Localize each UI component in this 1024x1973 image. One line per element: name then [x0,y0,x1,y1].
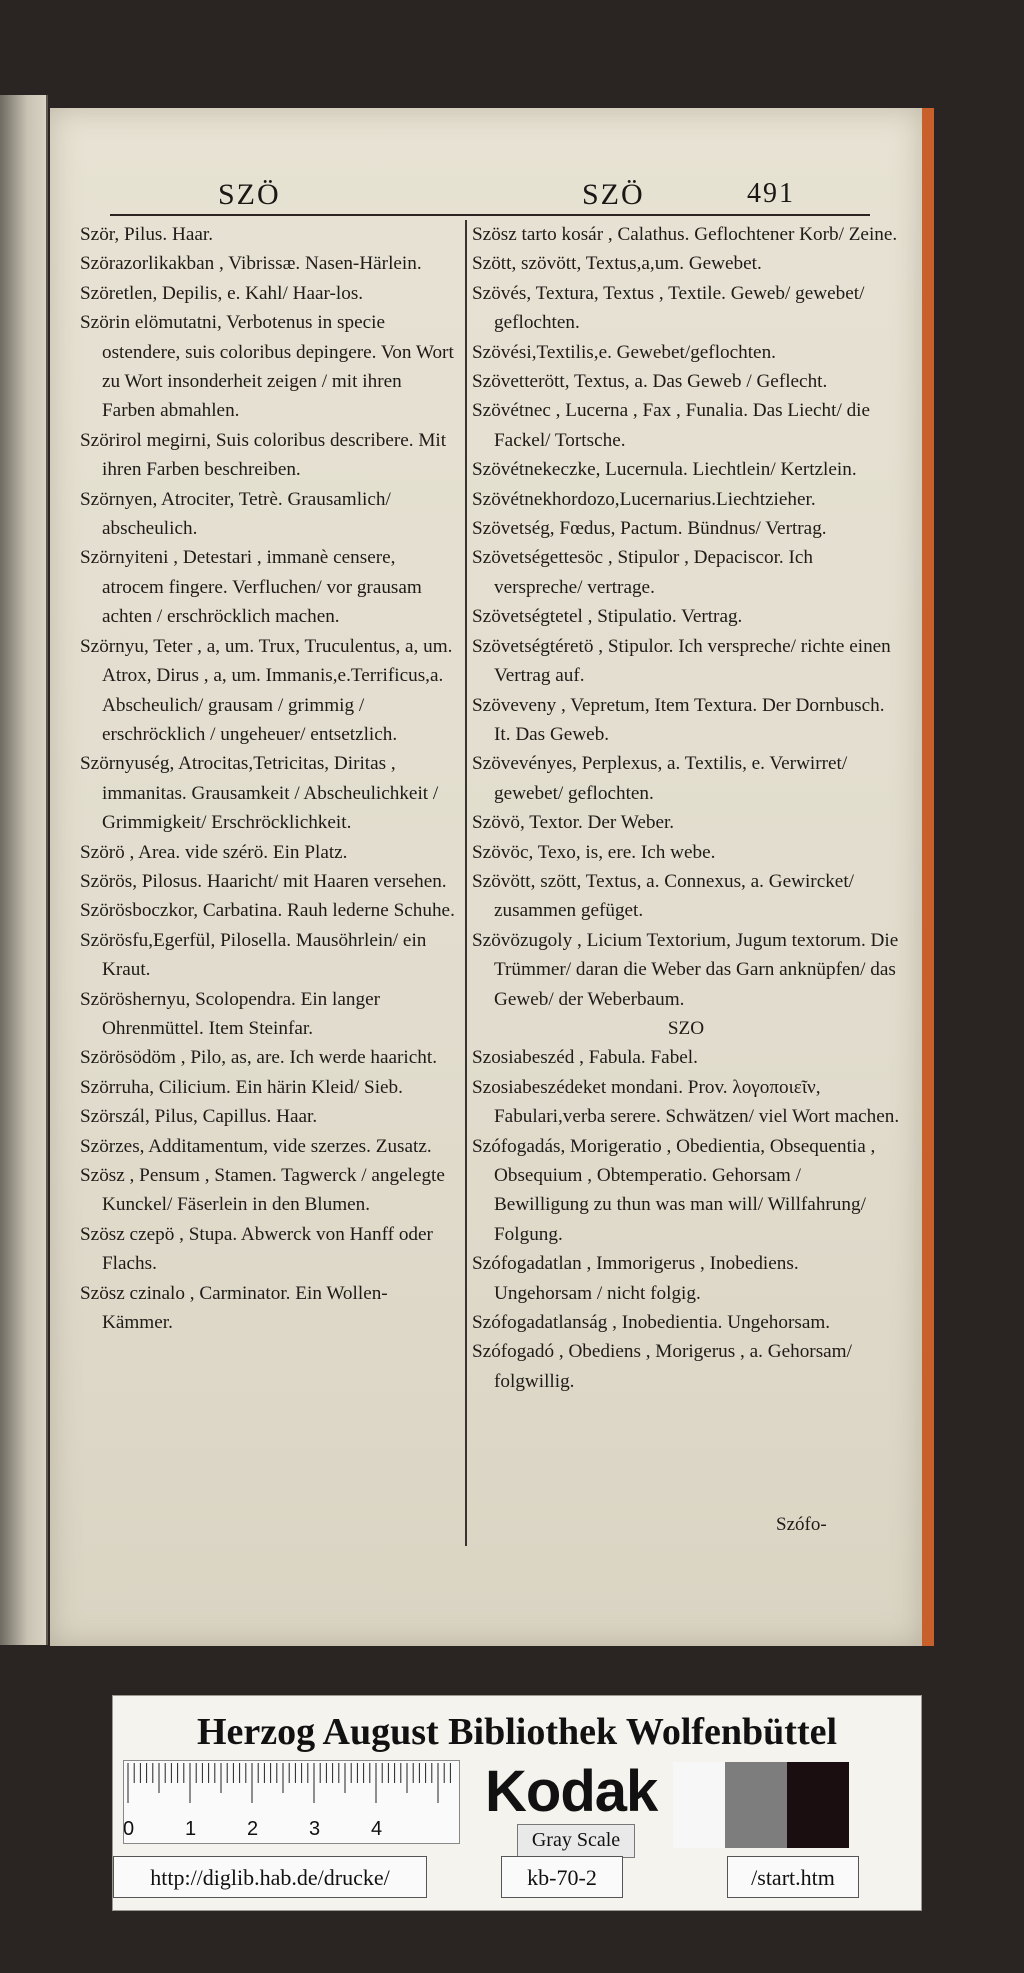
dictionary-entry: Szörös, Pilosus. Haaricht/ mit Haaren versehen. [80,870,447,892]
dictionary-entry: Szöveveny , Vepretum, Item Textura. Der Dornbusch. It. Das Geweb. [472,694,885,745]
ruler-number: 1 [185,1818,197,1840]
dictionary-entry: Szövétnec , Lucerna , Fax , Funalia. Das Liecht/ die Fackel/ Tortsche. [472,400,871,451]
dictionary-entry: Szövetség, Fœdus, Pactum. Bündnus/ Vertrag. [472,518,827,540]
dictionary-entry: Szövöc, Texo, is, ere. Ich webe. [472,841,716,863]
dictionary-entry: Szövött, szött, Textus, a. Connexus, a. Gewircket/ zusammen gefüget. [472,870,854,922]
url-middle: kb-70-2 [527,1865,597,1890]
dictionary-entry: Szövetségettesöc , Stipulor , Depaciscor. Ich verspreche/ vertrage. [472,547,814,598]
right-column [472,220,900,1396]
dictionary-entry: Szövési,Textilis,e. Gewebet/geflochten. [472,341,776,363]
section-heading: SZO [667,1017,705,1039]
ruler-number: 0 [124,1818,135,1840]
page-number: 491 [747,178,795,209]
dictionary-entry: Szösz , Pensum , Stamen. Tagwerck / angelegte Kunckel/ Fäserlein in den Blumen. [80,1165,445,1216]
color-target-card [112,1695,922,1911]
ruler-ticks [124,1761,459,1843]
dictionary-entry: Szörösfu,Egerfül, Pilosella. Mausöhrlein/ ein Kraut. [80,929,427,981]
ruler-number: 3 [309,1818,321,1840]
dictionary-entry: Szófogadatlan , Immorigerus , Inobediens. Ungehorsam / nicht folgig. [472,1253,799,1304]
library-title: Herzog August Bibliothek Wolfenbüttel [196,1711,838,1753]
dictionary-entry: Szövés, Textura, Textus , Textile. Geweb/ gewebet/ geflochten. [472,282,865,334]
url-left: http://diglib.hab.de/drucke/ [150,1865,390,1890]
dictionary-entry: Szösz tarto kosár , Calathus. Geflochtener Korb/ Zeine. [472,224,898,245]
dictionary-entry: Szörin elömutatni, Verbotenus in specie ostendere, suis coloribus depingere. Von Wort zu Wort insonderheit zeigen / mit ihren Farben abmahlen. [80,312,454,422]
dictionary-entry: Szörirol megirni, Suis coloribus describere. Mit ihren Farben beschreiben. [80,429,447,481]
header-right: SZÖ [582,178,645,211]
gray-scale-box [517,1824,635,1858]
dictionary-entry: Szöretlen, Depilis, e. Kahl/ Haar-los. [80,282,364,304]
dictionary-entry: Szövétnekeczke, Lucernula. Liechtlein/ Kertzlein. [472,459,857,481]
dictionary-entry: Szövetségtetel , Stipulatio. Vertrag. [472,606,743,628]
dictionary-entry: Szövetségtéretö , Stipulor. Ich verspreche/ richte einen Vertrag auf. [472,635,891,687]
header-rule [110,214,870,216]
dictionary-entry: Szörnyen, Atrociter, Tetrè. Grausamlich/ abscheulich. [80,488,391,540]
dictionary-entry: Szófogadás, Morigeratio , Obedientia, Obsequentia , Obsequium , Obtemperatio. Gehorsam / Bewilligung zu thun was man will/ Willfahrung/ Folgung. [472,1135,876,1245]
dictionary-entry: Ször, Pilus. Haar. [80,224,213,245]
measurement-ruler [123,1760,460,1844]
previous-page-edge [0,95,48,1645]
header-left: SZÖ [218,178,281,211]
dictionary-entry: Szörösboczkor, Carbatina. Rauh lederne Schuhe. [80,900,455,922]
column-divider [465,220,467,1546]
dictionary-entry: Szörzes, Additamentum, vide szerzes. Zusatz. [80,1135,432,1157]
dictionary-entry: Szörszál, Pilus, Capillus. Haar. [80,1106,318,1128]
dictionary-entry: Szövö, Textor. Der Weber. [472,812,675,834]
book-page [50,108,922,1646]
dictionary-entry: Szösz czepö , Stupa. Abwerck von Hanff oder Flachs. [80,1223,433,1275]
gray-swatch [725,1762,787,1848]
left-column [80,220,456,1337]
dictionary-entry: Szösz czinalo , Carminator. Ein Wollen-Kämmer. [80,1282,388,1334]
url-right-box [727,1856,859,1898]
dictionary-entry: Szörnyuség, Atrocitas,Tetricitas, Diritas , immanitas. Grausamkeit / Abscheulichkeit / Grimmigkeit/ Erschröcklichkeit. [80,753,439,834]
ruler-number: 2 [247,1818,259,1840]
kodak-logo: Kodak [485,1759,658,1824]
ruler-number: 4 [371,1818,383,1840]
catchword: Szófo- [776,1514,827,1535]
url-left-box [113,1856,427,1898]
dictionary-entry: Szófogadó , Obediens , Morigerus , a. Gehorsam/ folgwillig. [472,1341,852,1392]
dictionary-entry: Szófogadatlanság , Inobedientia. Ungehorsam. [472,1312,831,1334]
dictionary-entry: Szörruha, Cilicium. Ein härin Kleid/ Sieb. [80,1076,403,1098]
dictionary-entry: Szosiabeszédeket mondani. Prov. λογοποιεῖν, Fabulari,verba serere. Schwätzen/ viel Wort machen. [472,1076,900,1128]
dictionary-entry: Szött, szövött, Textus,a,um. Gewebet. [472,253,762,275]
dictionary-entry: Szövetterött, Textus, a. Das Geweb / Geflecht. [472,371,828,393]
dictionary-entry: Szörnyiteni , Detestari , immanè censere, atrocem fingere. Verfluchen/ vor grausam achten / erschröcklich machen. [80,547,422,628]
url-middle-box [501,1856,623,1898]
dictionary-entry: Szövözugoly , Licium Textorium, Jugum textorum. Die Trümmer/ daran die Weber das Garn anknüpfen/ das Geweb/ der Weberbaum. [472,929,899,1010]
gray-scale-label: Gray Scale [531,1829,621,1851]
dictionary-entry: Szörösödöm , Pilo, as, are. Ich werde haaricht. [80,1047,437,1069]
dictionary-entry: Szörö , Area. vide szérö. Ein Platz. [80,841,348,863]
dictionary-entry: Szosiabeszéd , Fabula. Fabel. [472,1047,698,1069]
white-swatch [673,1762,725,1848]
dictionary-entry: Szöröshernyu, Scolopendra. Ein langer Ohrenmüttel. Item Steinfar. [80,988,380,1039]
dictionary-entry: Szörazorlikakban , Vibrissæ. Nasen-Härlein. [80,253,422,275]
url-right: /start.htm [751,1865,835,1890]
dictionary-entry: Szörnyu, Teter , a, um. Trux, Truculentus, a, um. Atrox, Dirus , a, um. Immanis,e.Terrificus,a. Abscheulich/ grausam / grimmig / erschröcklich / ungeheuer/ entsetzlich. [80,635,453,745]
dictionary-entry: Szövétnekhordozo,Lucernarius.Liechtzieher. [472,488,816,510]
dictionary-entry: Szövevényes, Perplexus, a. Textilis, e. Verwirret/ gewebet/ geflochten. [472,753,848,804]
black-swatch [787,1762,849,1848]
page-red-edge [922,108,934,1646]
